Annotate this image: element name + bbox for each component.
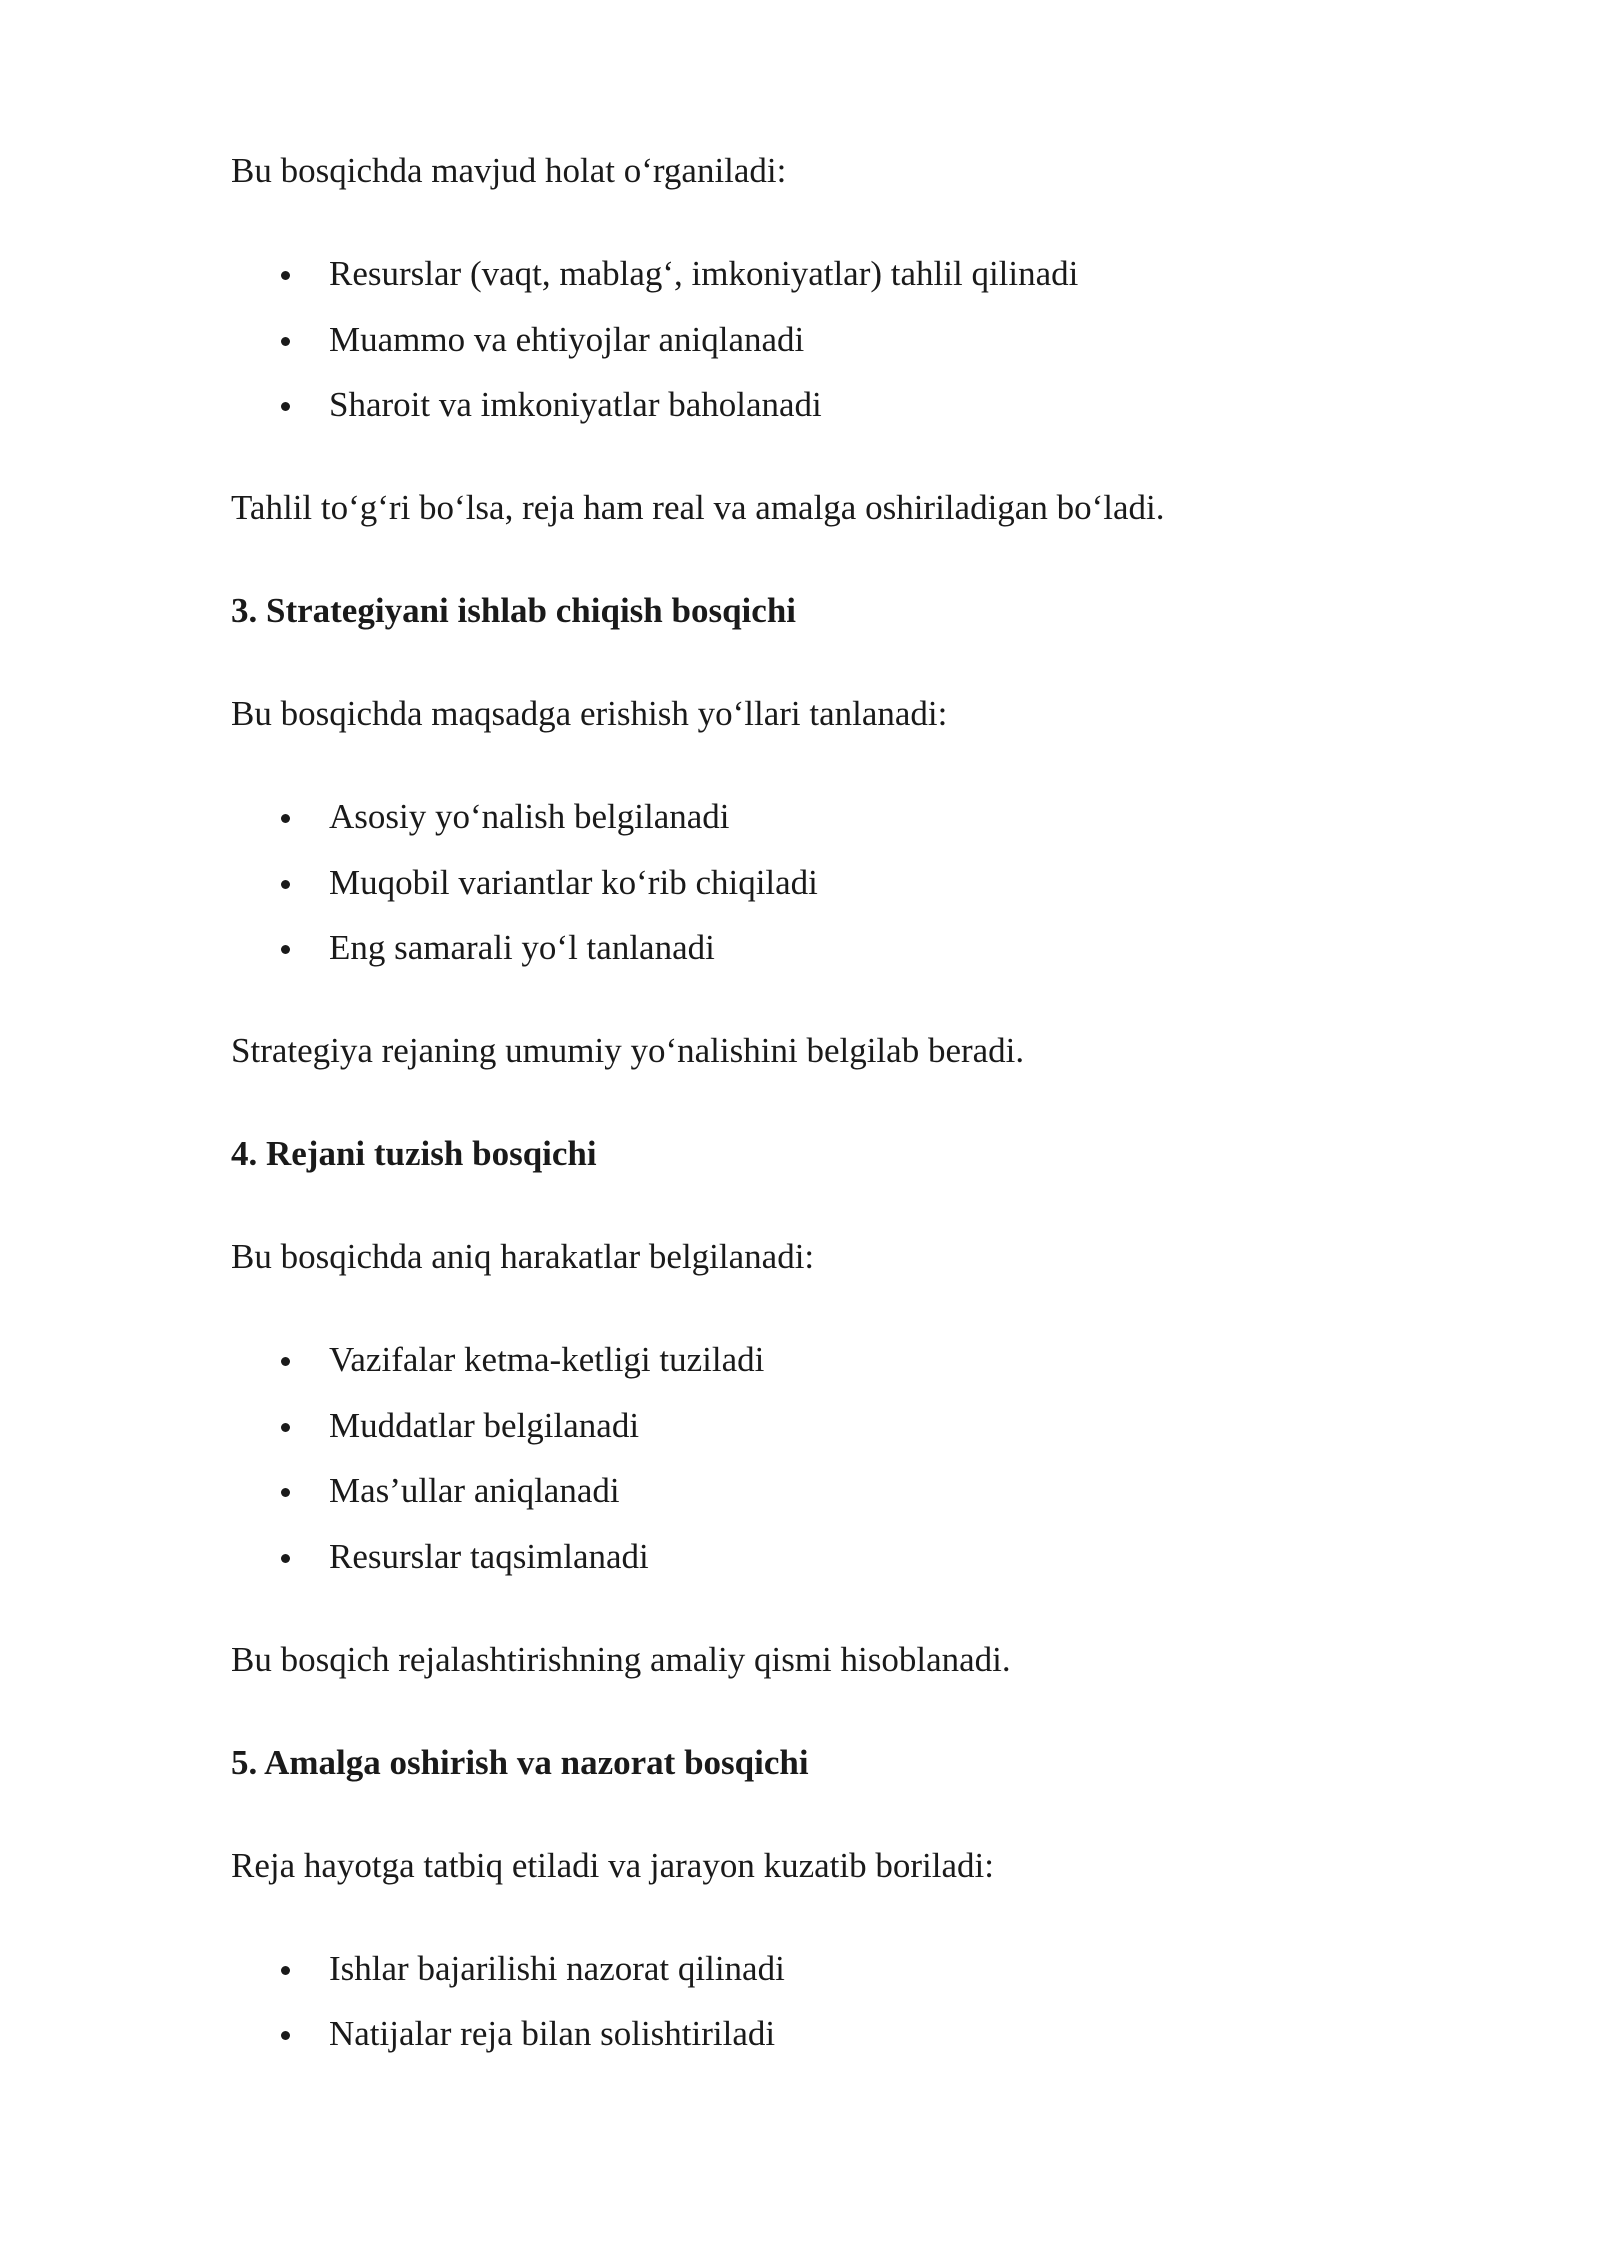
bullet-icon [281,1357,290,1366]
section-4-heading: 4. Rejani tuzish bosqichi [231,1134,597,1173]
list-item: Ishlar bajarilishi nazorat qilinadi [231,1946,1411,1992]
section-5-intro: Reja hayotga tatbiq etiladi va jarayon kuzatib boriladi: [231,1845,994,1885]
bullet-icon [281,1554,290,1563]
section-2-list [231,251,1411,428]
bullet-icon [281,271,290,280]
list-item: Mas’ullar aniqlanadi [231,1468,1411,1514]
list-item: Natijalar reja bilan solishtiriladi [231,2011,1411,2057]
section-4-list [231,1337,1411,1580]
list-item: Muddatlar belgilanadi [231,1403,1411,1449]
section-5-heading: 5. Amalga oshirish va nazorat bosqichi [231,1742,809,1782]
bullet-icon [281,1423,290,1432]
section-3-list [231,794,1411,971]
list-item: Eng samarali yo‘l tanlanadi [231,925,1411,971]
list-item: Resurslar (vaqt, mablag‘, imkoniyatlar) tahlil qilinadi [231,251,1411,297]
section-2-intro: Bu bosqichda mavjud holat o‘rganiladi: [231,151,787,190]
section-3-intro: Bu bosqichda maqsadga erishish yo‘llari tanlanadi: [231,694,948,733]
bullet-icon [281,880,290,889]
bullet-icon [281,945,290,954]
bullet-icon [281,2031,290,2040]
bullet-icon [281,1488,290,1497]
section-2-outro: Tahlil to‘g‘ri bo‘lsa, reja ham real va amalga oshiriladigan bo‘ladi. [231,488,1165,527]
list-item: Muammo va ehtiyojlar aniqlanadi [231,317,1411,363]
bullet-icon [281,337,290,346]
document-page [231,148,1411,2057]
list-item: Vazifalar ketma-ketligi tuziladi [231,1337,1411,1383]
list-item: Muqobil variantlar ko‘rib chiqiladi [231,860,1411,906]
bullet-icon [281,1966,290,1975]
section-3-heading: 3. Strategiyani ishlab chiqish bosqichi [231,591,797,630]
section-4-outro: Bu bosqich rejalashtirishning amaliy qismi hisoblanadi. [231,1639,1011,1679]
list-item: Asosiy yo‘nalish belgilanadi [231,794,1411,840]
list-item: Sharoit va imkoniyatlar baholanadi [231,382,1411,428]
list-item: Resurslar taqsimlanadi [231,1534,1411,1580]
section-4-intro: Bu bosqichda aniq harakatlar belgilanadi: [231,1237,815,1276]
bullet-icon [281,402,290,411]
section-3-outro: Strategiya rejaning umumiy yo‘nalishini belgilab beradi. [231,1031,1025,1070]
section-5-list [231,1946,1411,2058]
bullet-icon [281,814,290,823]
